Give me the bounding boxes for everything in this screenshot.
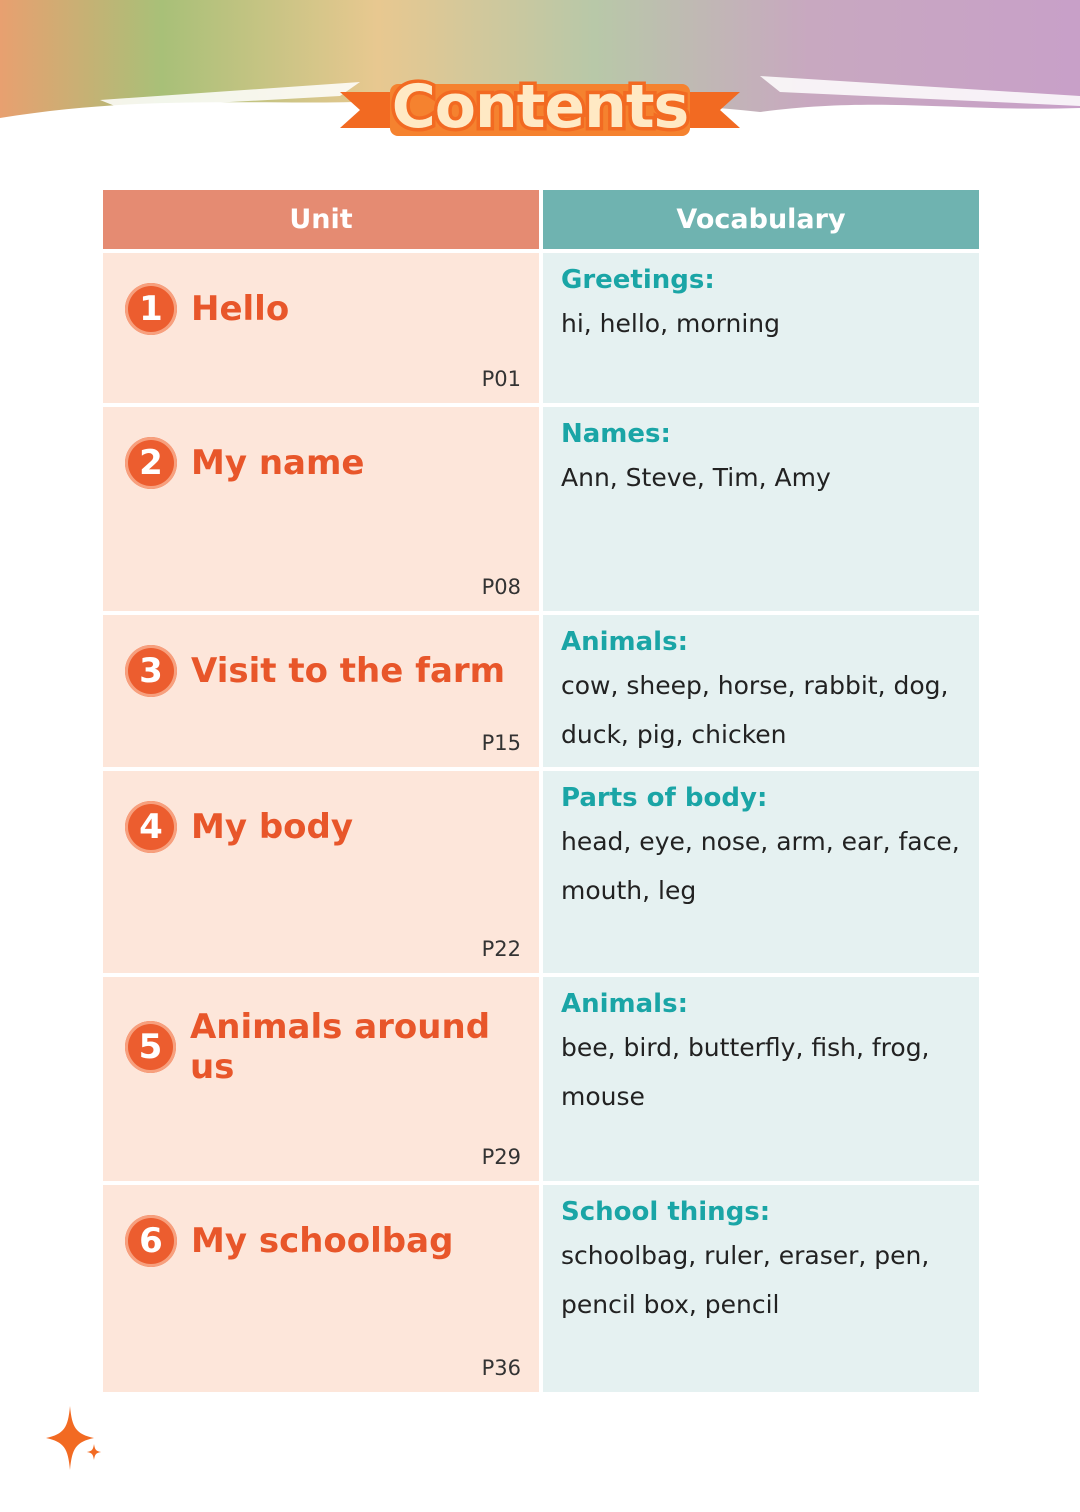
unit-title: Hello <box>191 289 290 329</box>
vocabulary-column-header: Vocabulary <box>543 190 979 249</box>
page-number: P29 <box>481 1145 521 1169</box>
unit-title: Visit to the farm <box>191 651 506 691</box>
contents-table <box>103 190 979 1392</box>
vocabulary-cell <box>543 407 979 611</box>
unit-column-header: Unit <box>103 190 539 249</box>
vocabulary-words: Ann, Steve, Tim, Amy <box>561 463 831 492</box>
page-number: P36 <box>481 1356 521 1380</box>
vocabulary-cell <box>543 977 979 1181</box>
vocabulary-words: cow, sheep, horse, rabbit, dog, duck, pig, chicken <box>561 671 949 749</box>
vocabulary-category: Parts of body: <box>561 783 768 813</box>
page-number: P08 <box>481 575 521 599</box>
unit-number-badge: 6 <box>125 1215 177 1267</box>
table-row <box>103 407 979 611</box>
page-number: P22 <box>481 937 521 961</box>
unit-number-badge: 1 <box>125 283 177 335</box>
unit-cell <box>103 1185 539 1392</box>
vocabulary-category: Greetings: <box>561 265 715 295</box>
unit-title: Animals around us <box>189 1007 491 1087</box>
title-banner <box>330 62 750 152</box>
vocabulary-words: hi, hello, morning <box>561 309 780 338</box>
page-number: P01 <box>481 367 521 391</box>
vocabulary-cell <box>543 615 979 767</box>
unit-cell <box>103 615 539 767</box>
vocabulary-category: Names: <box>561 419 671 449</box>
vocabulary-words: schoolbag, ruler, eraser, pen, pencil box, pencil <box>561 1241 930 1319</box>
unit-heading <box>125 437 364 489</box>
unit-number-badge: 3 <box>125 645 177 697</box>
vocabulary-category: Animals: <box>561 989 688 1019</box>
unit-cell <box>103 977 539 1181</box>
vocabulary-cell <box>543 1185 979 1392</box>
vocabulary-cell <box>543 771 979 973</box>
unit-heading <box>125 645 505 697</box>
unit-cell <box>103 253 539 403</box>
table-header <box>103 190 979 249</box>
unit-cell <box>103 771 539 973</box>
page-number: P15 <box>481 731 521 755</box>
sparkle-star-icon <box>44 1404 104 1474</box>
vocabulary-category: Animals: <box>561 627 688 657</box>
table-row <box>103 771 979 973</box>
unit-heading <box>125 1007 539 1087</box>
table-row <box>103 253 979 403</box>
unit-number-badge: 2 <box>125 437 177 489</box>
page-title: Contents <box>391 72 689 142</box>
unit-heading <box>125 801 353 853</box>
unit-title: My body <box>191 807 354 847</box>
unit-title: My schoolbag <box>191 1221 454 1261</box>
table-row <box>103 1185 979 1392</box>
vocabulary-category: School things: <box>561 1197 771 1227</box>
table-row <box>103 977 979 1181</box>
vocabulary-words: bee, bird, butterfly, fish, frog, mouse <box>561 1033 930 1111</box>
vocabulary-words: head, eye, nose, arm, ear, face, mouth, leg <box>561 827 960 905</box>
unit-number-badge: 5 <box>125 1021 176 1073</box>
table-row <box>103 615 979 767</box>
vocabulary-cell <box>543 253 979 403</box>
unit-number-badge: 4 <box>125 801 177 853</box>
unit-title: My name <box>191 443 365 483</box>
unit-cell <box>103 407 539 611</box>
unit-heading <box>125 283 289 335</box>
unit-heading <box>125 1215 453 1267</box>
